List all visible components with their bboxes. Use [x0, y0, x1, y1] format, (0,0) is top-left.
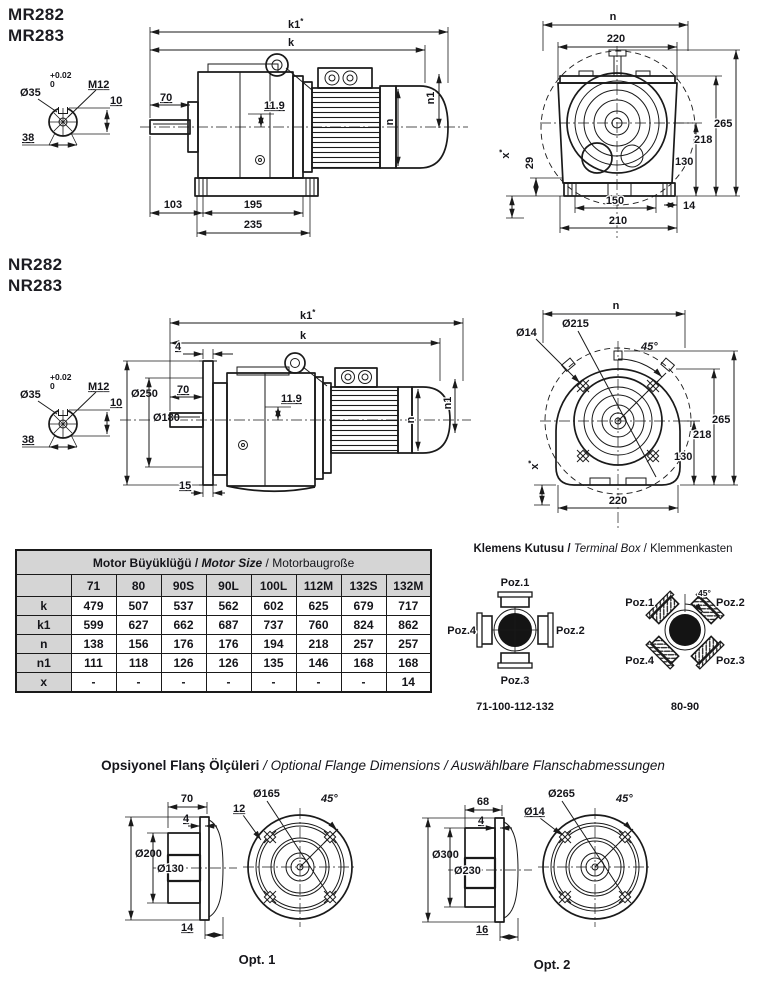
table-row [16, 597, 431, 616]
column-header: 132M [386, 575, 431, 597]
cell: 111 [71, 654, 116, 673]
cell: 507 [116, 597, 161, 616]
cell: 737 [251, 616, 296, 635]
shaft-length-label: 70 [160, 92, 173, 104]
table-header-row [16, 575, 431, 597]
outer-diameter-label: Ø300 [432, 849, 459, 861]
cell: - [341, 673, 386, 693]
terminal-box-title-de: / Klemmenkasten [640, 543, 733, 555]
k-dim-label: k [288, 37, 295, 49]
x-dim-label: x* [527, 460, 541, 470]
cell: 176 [161, 635, 206, 654]
terminal-box-title-tr: Klemens Kutusu / [473, 543, 574, 555]
width-dim-label: 38 [22, 132, 35, 144]
pilot-diameter-label: Ø230 [454, 865, 481, 877]
x-dim-label: x* [498, 149, 512, 159]
dim-14-label: 14 [683, 200, 696, 212]
dim-4-label: 4 [183, 813, 190, 825]
poz3-label: Poz.3 [500, 675, 530, 687]
table-title-tr: Motor Büyüklüğü / [92, 555, 202, 570]
cell: - [161, 673, 206, 693]
n-dim-label: n [609, 11, 617, 23]
table-row [16, 635, 431, 654]
dim-29-label: 29 [524, 156, 536, 170]
terminal-box-title-en: Terminal Box [573, 543, 641, 555]
cell: - [206, 673, 251, 693]
model-mr283: MR283 [8, 26, 65, 45]
angle-45-label: 45° [641, 341, 658, 353]
pilot-diameter-label: Ø180 [153, 412, 180, 424]
cell: 126 [161, 654, 206, 673]
poz2-label: Poz.2 [556, 625, 585, 637]
poz1-label: Poz.1 [500, 577, 530, 589]
cell: - [296, 673, 341, 693]
cell: 176 [206, 635, 251, 654]
cell: 562 [206, 597, 251, 616]
key-height-label: 11.9 [264, 100, 285, 112]
dim-68-label: 68 [476, 796, 490, 808]
angle-45-label: 45° [698, 588, 711, 598]
terminal-box-right-caption: 80-90 [670, 701, 700, 713]
cell: 168 [386, 654, 431, 673]
cell: 138 [71, 635, 116, 654]
poz2-label: Poz.2 [716, 597, 745, 609]
tolerance-plus: +0.02 [50, 70, 72, 80]
cell: 168 [341, 654, 386, 673]
opt2-caption: Opt. 2 [533, 957, 571, 972]
key-dim-label: 10 [110, 95, 123, 107]
terminal-box-diagrams [440, 558, 766, 718]
row-label: k [16, 597, 71, 616]
dim-265-label: 265 [714, 118, 733, 130]
dim-195-label: 195 [243, 199, 263, 211]
column-header: 100L [251, 575, 296, 597]
cell: 627 [116, 616, 161, 635]
column-header: 132S [341, 575, 386, 597]
n-dim-label: n [384, 118, 396, 126]
cell: 625 [296, 597, 341, 616]
column-header: 90L [206, 575, 251, 597]
nr-model-title [8, 254, 62, 296]
bolt-circle-label: Ø215 [562, 318, 589, 330]
n-dim-label: n [405, 416, 417, 424]
dim-130-label: 130 [675, 156, 694, 168]
cell: 602 [251, 597, 296, 616]
terminal-box-right-diagram [646, 591, 724, 669]
flange-diameter-label: Ø250 [131, 388, 158, 400]
table-title-de: / Motorbaugroße [262, 555, 355, 570]
cell: 537 [161, 597, 206, 616]
dim-265-label: 265 [712, 414, 731, 426]
cell: 717 [386, 597, 431, 616]
cell: 257 [341, 635, 386, 654]
dim-16-label: 16 [476, 924, 489, 936]
cell: 14 [386, 673, 431, 693]
row-label: n1 [16, 654, 71, 673]
dim-14-label: 14 [181, 922, 194, 934]
row-label: n [16, 635, 71, 654]
k1-dim-label: k1* [300, 308, 316, 322]
dim-4-label: 4 [175, 341, 182, 353]
model-nr283: NR283 [8, 276, 63, 295]
terminal-box-title [440, 543, 766, 555]
dim-220-label: 220 [606, 33, 626, 45]
angle-45-label: 45° [616, 793, 633, 805]
flange-title-italic: / Optional Flange Dimensions / Auswählbare Flanschabmessungen [259, 758, 665, 773]
table-title-row [16, 550, 431, 575]
mr-model-title [8, 4, 64, 46]
nr-front-view-drawing [478, 293, 766, 541]
key-height-label: 11.9 [281, 393, 302, 405]
table-title-en: Motor Size [201, 555, 263, 570]
cell: - [71, 673, 116, 693]
poz3-label: Poz.3 [716, 655, 745, 667]
flange-title-bold: Opsiyonel Flanş Ölçüleri [101, 758, 260, 773]
opt1-caption: Opt. 1 [238, 952, 276, 967]
cell: 824 [341, 616, 386, 635]
row-label: x [16, 673, 71, 693]
pilot-diameter-label: Ø130 [157, 863, 184, 875]
bolt-circle-label: Ø165 [253, 788, 280, 800]
dim-130-label: 130 [674, 451, 693, 463]
tolerance-zero: 0 [50, 79, 55, 89]
column-header: 71 [71, 575, 116, 597]
dim-218-label: 218 [693, 429, 712, 441]
dim-220-label: 220 [608, 495, 628, 507]
cell: - [116, 673, 161, 693]
shaft-diameter-label: Ø35 [20, 87, 41, 99]
mr-front-view-drawing [478, 6, 766, 248]
table-row [16, 616, 431, 635]
flange-opt2-drawing [400, 780, 715, 980]
shaft-diameter-label: Ø35 [20, 389, 41, 401]
angle-45-label: 45° [321, 793, 338, 805]
k-dim-label: k [300, 330, 307, 342]
cell: 126 [206, 654, 251, 673]
table-row [16, 654, 431, 673]
flange-opt1-drawing [95, 780, 400, 975]
dim-70-label: 70 [180, 793, 194, 805]
dim-12-label: 12 [233, 803, 246, 815]
dim-4-label: 4 [478, 815, 485, 827]
hole-diameter-label: Ø14 [516, 327, 537, 339]
mr-shaft-section-drawing [0, 50, 140, 180]
bolt-circle-label: Ø265 [548, 788, 575, 800]
table-title [16, 550, 431, 575]
dim-218-label: 218 [694, 134, 713, 146]
column-header [16, 575, 71, 597]
k1-dim-label: k1* [288, 17, 304, 31]
model-nr282: NR282 [8, 255, 63, 274]
shaft-length-label: 70 [177, 384, 190, 396]
cell: 146 [296, 654, 341, 673]
mr-side-view-drawing [140, 10, 470, 250]
n-dim-label: n [612, 300, 620, 312]
key-dim-label: 10 [110, 397, 123, 409]
nr-side-view-drawing [115, 293, 473, 533]
poz1-label: Poz.1 [625, 597, 654, 609]
cell: 760 [296, 616, 341, 635]
table-row [16, 673, 431, 693]
tolerance-zero: 0 [50, 381, 55, 391]
poz4-label: Poz.4 [625, 655, 654, 667]
cell: 156 [116, 635, 161, 654]
cell: 479 [71, 597, 116, 616]
model-mr282: MR282 [8, 5, 65, 24]
dim-150-label: 150 [605, 195, 625, 207]
motor-size-table [15, 549, 432, 693]
thread-label: M12 [88, 79, 110, 91]
row-label: k1 [16, 616, 71, 635]
dim-103-label: 103 [163, 199, 183, 211]
cell: 257 [386, 635, 431, 654]
cell: 599 [71, 616, 116, 635]
terminal-box-left-caption: 71-100-112-132 [476, 701, 554, 713]
tolerance-plus: +0.02 [50, 372, 72, 382]
dim-15-label: 15 [179, 480, 192, 492]
cell: 862 [386, 616, 431, 635]
column-header: 112M [296, 575, 341, 597]
cell: 135 [251, 654, 296, 673]
hole-diameter-label: Ø14 [524, 806, 545, 818]
cell: - [251, 673, 296, 693]
dim-235-label: 235 [243, 219, 263, 231]
thread-label: M12 [88, 381, 110, 393]
outer-diameter-label: Ø200 [135, 848, 162, 860]
column-header: 80 [116, 575, 161, 597]
dim-210-label: 210 [608, 215, 628, 227]
cell: 118 [116, 654, 161, 673]
cell: 662 [161, 616, 206, 635]
terminal-box-left-diagram [477, 592, 553, 668]
cell: 679 [341, 597, 386, 616]
n1-dim-label: n1 [425, 91, 437, 105]
cell: 194 [251, 635, 296, 654]
poz4-label: Poz.4 [447, 625, 476, 637]
column-header: 90S [161, 575, 206, 597]
n1-dim-label: n1 [442, 396, 454, 410]
cell: 218 [296, 635, 341, 654]
cell: 687 [206, 616, 251, 635]
flange-section-title [0, 758, 766, 773]
width-dim-label: 38 [22, 434, 35, 446]
